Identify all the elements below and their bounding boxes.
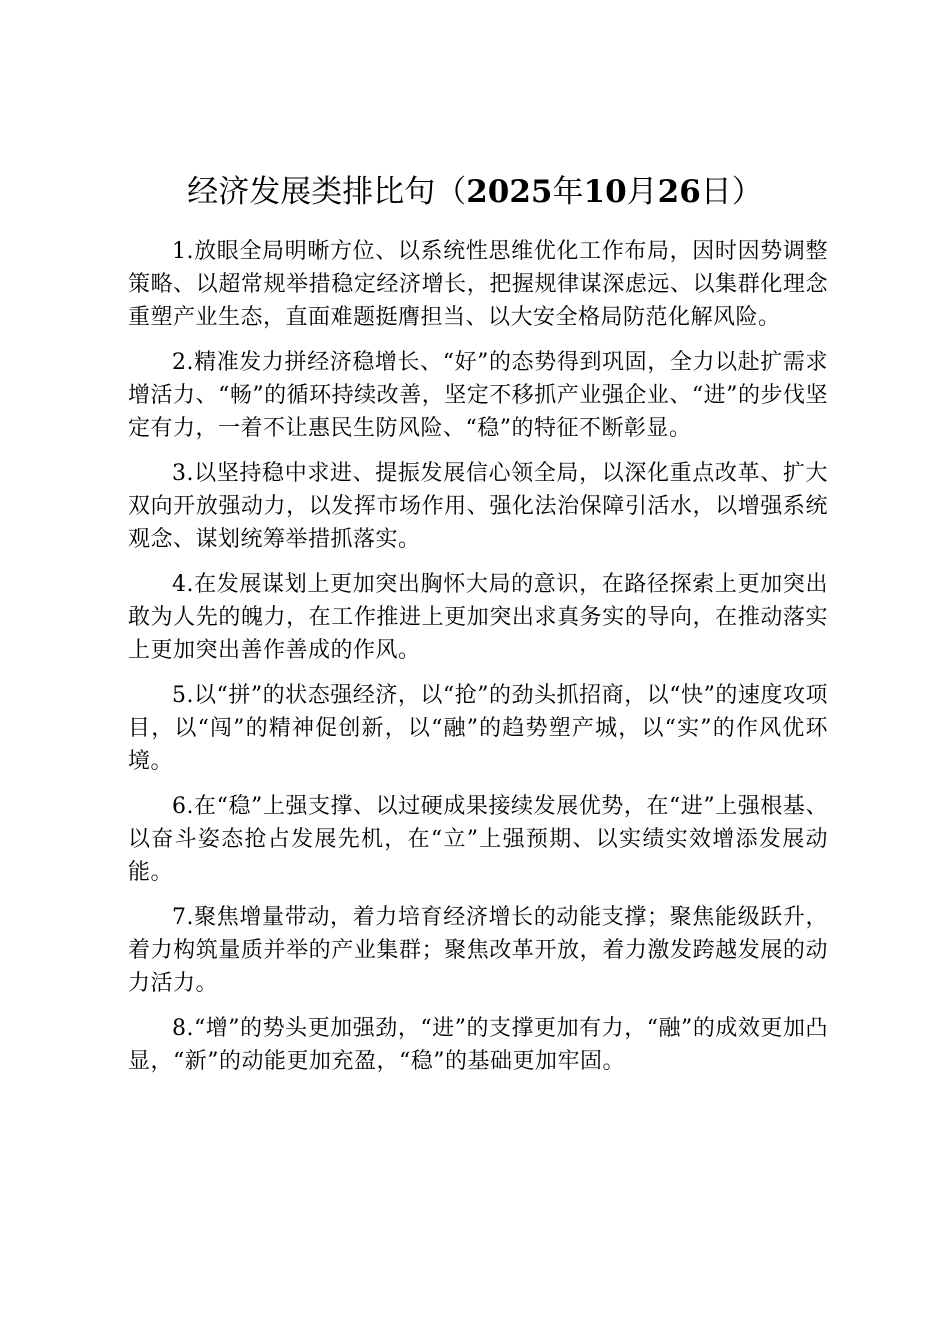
paragraph-8: 8.“增”的势头更加强劲，“进”的支撑更加有力，“融”的成效更加凸显，“新”的动能更加充盈，“稳”的基础更加牢固。	[128, 1016, 828, 1074]
title-text-part3: 月	[626, 174, 658, 210]
document-title	[0, 170, 950, 214]
paragraph-4: 4.在发展谋划上更加突出胸怀大局的意识，在路径探索上更加突出敢为人先的魄力，在工作推进上更加突出求真务实的导向，在推动落实上更加突出善作善成的作风。	[128, 572, 828, 663]
paragraph-2: 2.精准发力拼经济稳增长、“好”的态势得到巩固，全力以赴扩需求增活力、“畅”的循环持续改善，坚定不移抓产业强企业、“进”的步伐坚定有力，一着不让惠民生防风险、“稳”的特征不断彰显。	[128, 350, 828, 441]
title-year: 2025	[466, 174, 553, 210]
title-text-part4: 日）	[700, 174, 763, 210]
title-day: 26	[657, 174, 701, 210]
paragraph-7: 7.聚焦增量带动，着力培育经济增长的动能支撑；聚焦能级跃升，着力构筑量质并举的产业集群；聚焦改革开放，着力激发跨越发展的动力活力。	[128, 905, 828, 996]
document-body	[128, 235, 828, 1090]
title-text-part1: 经济发展类排比句（	[187, 174, 467, 210]
paragraph-1: 1.放眼全局明晰方位、以系统性思维优化工作布局，因时因势调整策略、以超常规举措稳定经济增长，把握规律谋深虑远、以集群化理念重塑产业生态，直面难题挺膺担当、以大安全格局防范化解风险。	[128, 239, 828, 330]
paragraph-6: 6.在“稳”上强支撑、以过硬成果接续发展优势，在“进”上强根基、以奋斗姿态抢占发展先机，在“立”上强预期、以实绩实效增添发展动能。	[128, 794, 828, 885]
paragraph-5: 5.以“拼”的状态强经济，以“抢”的劲头抓招商，以“快”的速度攻项目，以“闯”的精神促创新，以“融”的趋势塑产城，以“实”的作风优环境。	[128, 683, 828, 774]
title-text-part2: 年	[552, 174, 584, 210]
paragraph-3: 3.以坚持稳中求进、提振发展信心领全局，以深化重点改革、扩大双向开放强动力，以发挥市场作用、强化法治保障引活水，以增强系统观念、谋划统筹举措抓落实。	[128, 461, 828, 552]
title-month: 10	[583, 174, 627, 210]
